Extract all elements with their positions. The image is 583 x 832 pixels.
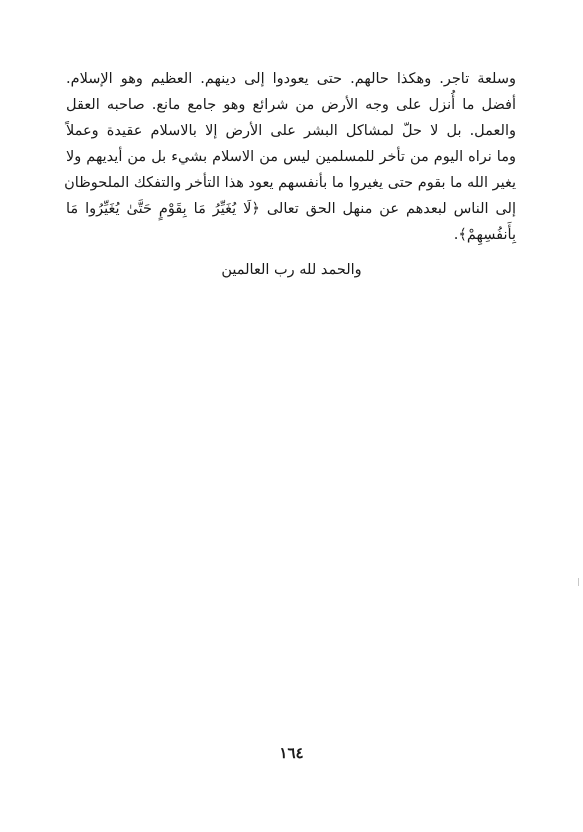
page-number: ١٦٤ — [279, 744, 304, 762]
text-line-7: بِأَنفُسِهِمْ﴾. — [453, 227, 516, 243]
body-text — [66, 66, 516, 248]
text-line-3: والعمل. بل لا حلّ لمشاكل البشر على الأرض إلا بالاسلام عقيدة وعملاً — [66, 123, 516, 139]
text-line-1: وسلعة تاجر. وهكذا حالهم. حتى يعودوا إلى دينهم. العظيم وهو الإسلام. — [66, 71, 516, 87]
text-line-6: إلى الناس لبعدهم عن منهل الحق تعالى ﴿لَا يُغَيِّرُ مَا بِقَوْمٍ حَتَّىٰ يُغَيِّرُوا مَا — [66, 201, 516, 217]
text-line-2: أفضل ما أُنزل على وجه الأرض من شرائع وهو جامع مانع. صاحبه العقل — [66, 97, 516, 113]
scan-mark — [578, 578, 579, 586]
text-line-5: يغير الله ما بقوم حتى يغيروا ما بأنفسهم يعود هذا التأخر والتفكك الملحوظان — [64, 175, 516, 191]
text-line-4: وما نراه اليوم من تأخر للمسلمين ليس من الاسلام بشيء بل من أيديهم ولا — [66, 149, 516, 165]
closing-line: والحمد لله رب العالمين — [221, 262, 362, 278]
